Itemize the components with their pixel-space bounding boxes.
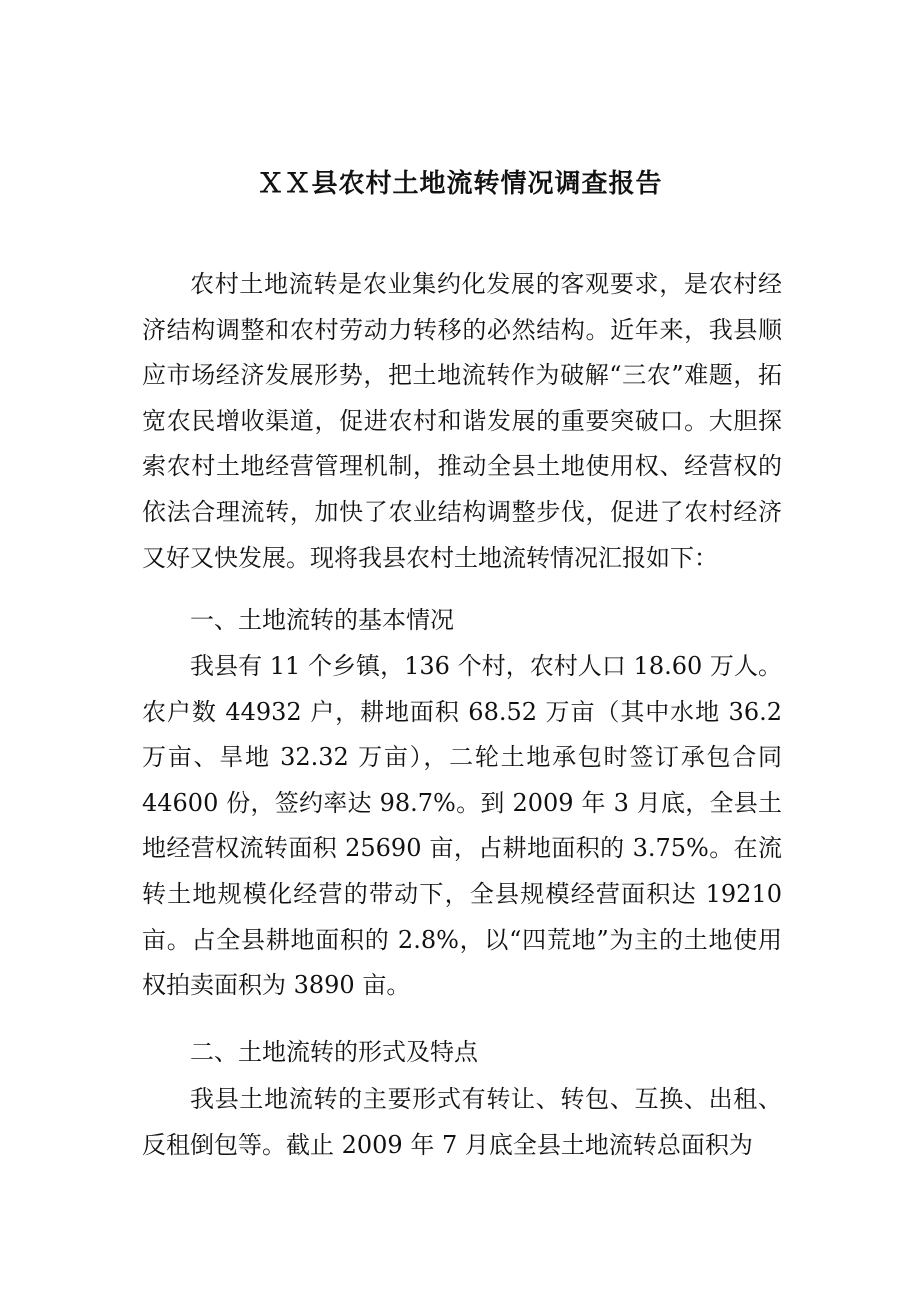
- section-heading-1: 一、土地流转的基本情况: [190, 606, 454, 634]
- paragraph-forms: 我县土地流转的主要形式有转让、转包、互换、出租、反租倒包等。截止 2009 年 7 月底全县土地流转总面积为: [142, 1085, 782, 1159]
- section-heading-2: 二、土地流转的形式及特点: [190, 1038, 478, 1066]
- paragraph-basic-situation: 我县有 11 个乡镇，136 个村，农村人口 18.60 万人。农户数 44932 户，耕地面积 68.52 万亩（其中水地 36.2 万亩、旱地 32.32 万亩），二轮土地承包时签订承包合同 44600 份，签约率达 98.7%。到 2009 年 3 月底，全县土地经营权流转面积 25690 亩，占耕地面积的 3.75%。在流转土地规模化经营的带动下，全县规模经营面积达 19210 亩。占全县耕地面积的 2.8%，以“四荒地”为主的土地使用权拍卖面积为 3890 亩。: [142, 652, 782, 1000]
- paragraph-intro: 农村土地流转是农业集约化发展的客观要求，是农村经济结构调整和农村劳动力转移的必然结构。近年来，我县顺应市场经济发展形势，把土地流转作为破解“三农”难题，拓宽农民增收渠道，促进农村和谐发展的重要突破口。大胆探索农村土地经营管理机制，推动全县土地使用权、经营权的依法合理流转，加快了农业结构调整步伐，促进了农村经济又好又快发展。现将我县农村土地流转情况汇报如下：: [142, 270, 782, 572]
- document-title: ＸＸ县农村土地流转情况调查报告: [257, 169, 663, 199]
